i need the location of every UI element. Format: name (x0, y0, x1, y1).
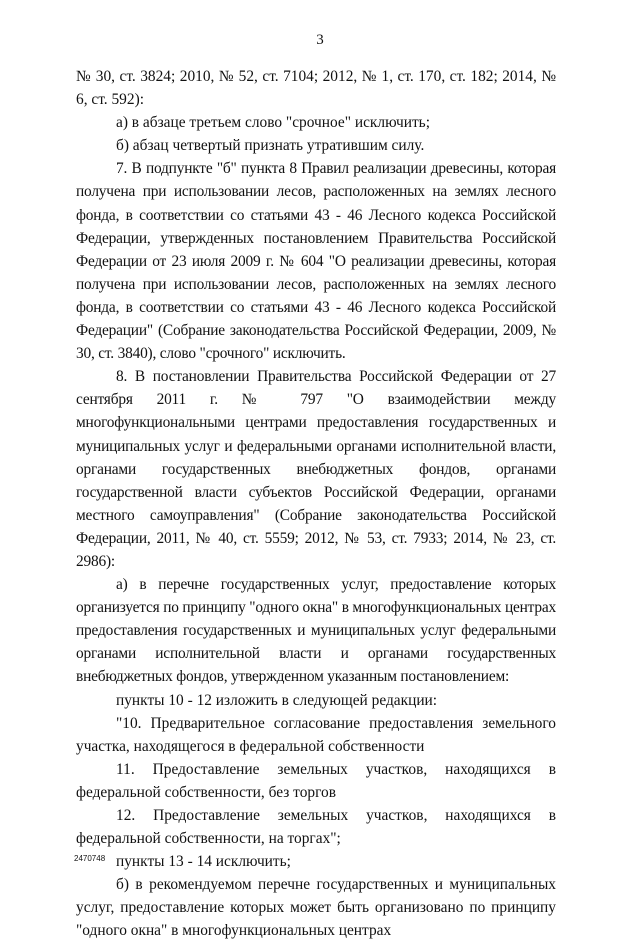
paragraph-point-10: "10. Предварительное согласование предоставления земельного участка, находящегося в федеральной собственности (76, 714, 556, 755)
paragraph-citation-continuation: № 30, ст. 3824; 2010, № 52, ст. 7104; 2012, № 1, ст. 170, ст. 182; 2014, № 6, ст. 592): (76, 68, 556, 109)
document-id: 2470748 (74, 854, 106, 863)
paragraph-item-a-word-exclusion: а) в абзаце третьем слово "срочное" исключить; (116, 114, 430, 132)
paragraph-8a-federal-services-list: а) в перечне государственных услуг, предоставление которых организуется по принципу "одного окна" в многофункциональных центрах предоставления государственных и муниципальных услуг федеральными органами исполнительной власти и органами государственных внебюджетных фондов, утвержденном указанным постановлением: (76, 576, 556, 686)
page-number: 3 (316, 32, 324, 48)
paragraph-point-12: 12. Предоставление земельных участков, находящихся в федеральной собственности, на торгах"; (76, 807, 556, 848)
paragraph-points-13-14-exclude: пункты 13 - 14 исключить; (116, 853, 291, 871)
paragraph-points-10-12-heading: пункты 10 - 12 изложить в следующей редакции: (116, 691, 438, 709)
paragraph-7-timber-rules: 7. В подпункте "б" пункта 8 Правил реализации древесины, которая получена при использовании лесов, расположенных на землях лесного фонда, в соответствии со статьями 43 - 46 Лесного кодекса Российской Федерации, утвержденных постановлением Правительства Российской Федерации от 23 июля 2009 г. № 604 "О реализации древесины, которая получена при использовании лесов, расположенных на землях лесного фонда, в соответствии со статьями 43 - 46 Лесного кодекса Российской Федерации" (Собрание законодательства Российской Федерации, 2009, № 30, ст. 3840), слово "срочного" исключить. (76, 160, 556, 363)
paragraph-point-11: 11. Предоставление земельных участков, находящихся в федеральной собственности, без торгов (76, 760, 556, 801)
paragraph-8-mfc-resolution: 8. В постановлении Правительства Российской Федерации от 27 сентября 2011 г. № 797 "О взаимодействии между многофункциональными центрами предоставления государственных и муниципальных услуг и федеральными органами исполнительной власти, органами государственных внебюджетных фондов, органами государственной власти субъектов Российской Федерации, органами местного самоуправления" (Собрание законодательства Российской Федерации, 2011, № 40, ст. 5559; 2012, № 53, ст. 7933; 2014, № 23, ст. 2986): (76, 368, 556, 570)
paragraph-item-b-abzac-invalid: б) абзац четвертый признать утратившим силу. (116, 137, 425, 155)
paragraph-8b-recommended-list: б) в рекомендуемом перечне государственных и муниципальных услуг, предоставление которых может быть организовано по принципу "одного окна" в многофункциональных центрах (76, 876, 556, 940)
document-body (76, 65, 556, 943)
